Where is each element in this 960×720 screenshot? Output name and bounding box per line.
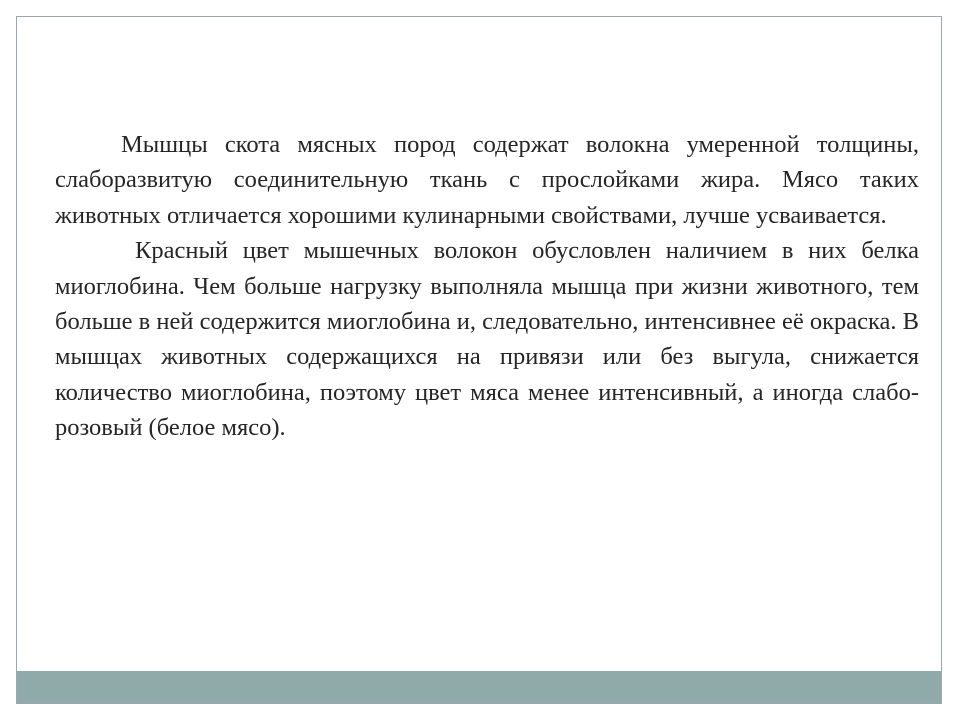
bottom-accent-bar — [17, 671, 941, 703]
paragraph-1: Мышцы скота мясных пород содержат волокна умеренной толщины, слаборазвитую соединительную ткань с прослойками жира. Мясо таких животных отличается хорошими кулинарными свойствами, лучше усваивается. — [55, 131, 919, 229]
slide-text — [55, 127, 919, 446]
paragraph-2: Красный цвет мышечных волокон обусловлен наличием в них белка миоглобина. Чем больше нагрузку выполняла мышца при жизни животного, тем больше в ней содержится миоглобина и, следовательно, интенсивнее её окраска. В мышцах животных содержащихся на привязи или без выгула, снижается количество миоглобина, поэтому цвет мяса менее интенсивный, а иногда слабо-розовый (белое мясо). — [55, 237, 920, 442]
